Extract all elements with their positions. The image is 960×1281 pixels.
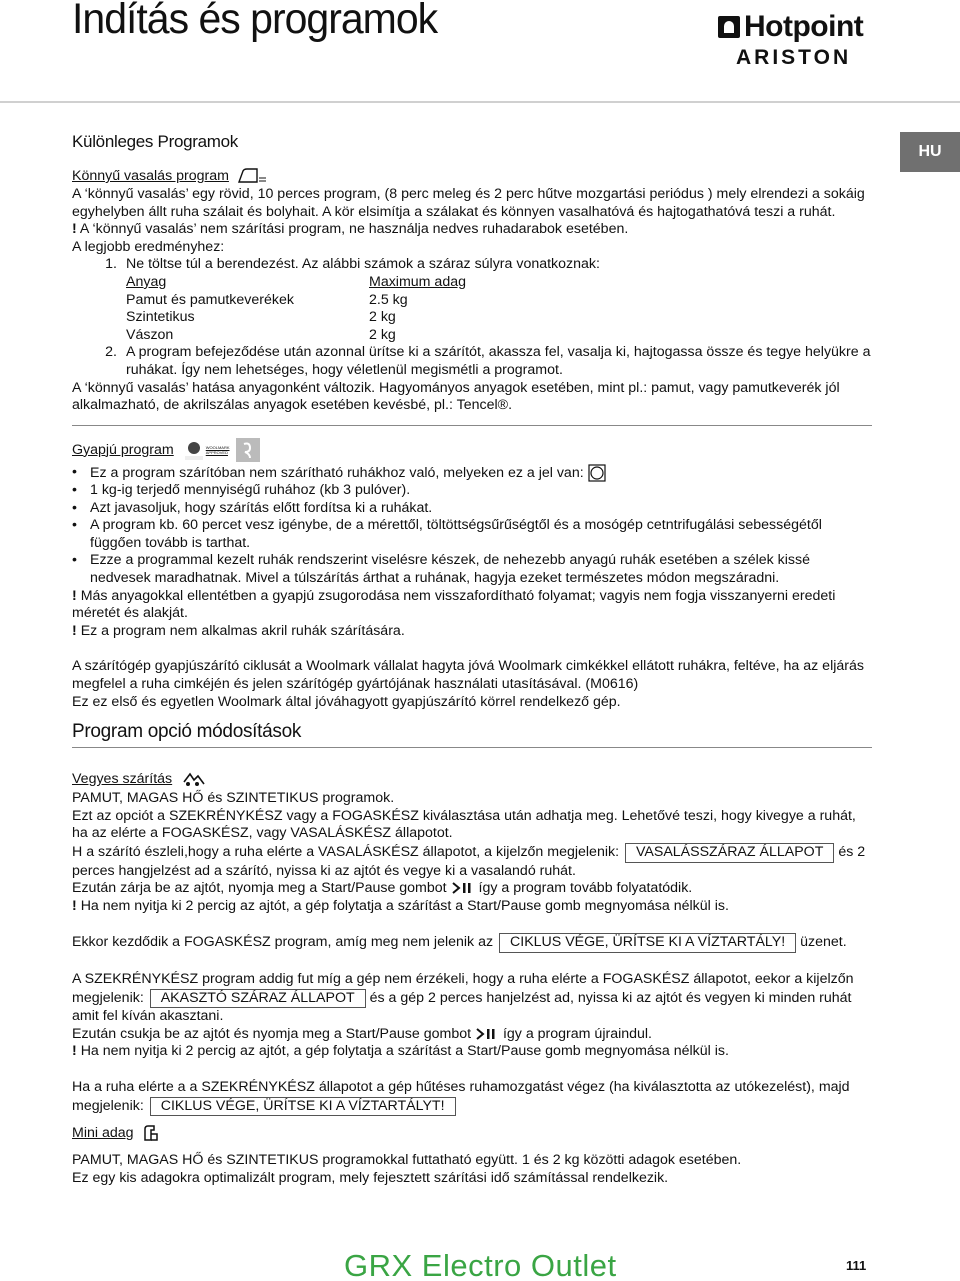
list-item <box>72 464 872 482</box>
table-cell: Vászon <box>126 326 174 343</box>
brand-bottom: ARISTON <box>736 46 852 69</box>
list-number: 1. <box>105 256 117 273</box>
list-text: Ne töltse túl a berendezést. Az alábbi számok a száraz súlyra vonatkoznak: <box>126 256 600 273</box>
cupboard-end <box>72 1079 872 1116</box>
text: Ha a ruha elérte a a SZEKRÉNYKÉSZ állapotot a gép hűtéses ruhamozgatást végez (ha kiválasztotta az utókezelést), majd megjelenik: <box>72 1078 850 1114</box>
easy-iron-intro: A ‘könnyű vasalás’ egy rövid, 10 perces program, (8 perc meleg és 2 perc hűtve mozgartási periódus ) mely elrendezi a sokáig egyhelyben állt ruha szálait és bolyhait. A kör elsimítja a szálakat és könnyen vasalhatóvá és hajtogathatóvá teszi a ruhát. <box>72 186 865 220</box>
brand-logo <box>718 10 883 82</box>
mixed-desc: Ezt az opciót a SZEKRÉNYKÉSZ vagy a FOGASKÉSZ kiválasztása után adhatja meg. Lehetővé teszi, hogy kivegye a ruhát, ha az elérte a FOGASKÉSZ, vagy VASALÁSKÉSZ állapotot. <box>72 807 856 842</box>
best-results-label: A legjobb eredményhez: <box>72 238 225 255</box>
display-message-cycle-end-2: CIKLUS VÉGE, ÜRÍTSE KI A VÍZTARTÁLYT! <box>150 1097 456 1117</box>
spacer <box>72 915 872 933</box>
list-text: Ez a program szárítóban nem szárítható ruhákhoz való, melyeken ez a jel van: <box>90 464 584 481</box>
table-cell: 2 kg <box>369 309 396 326</box>
wool-first-text: Ez ez első és egyetlen Woolmark által jóváhagyott gyapjúszárító körrel rendelkező gép. <box>72 693 621 710</box>
list-item: • A program kb. 60 percet vesz igénybe, de a mérettől, töltöttségsűrűségtől és a mosógép cetntrifugálási sebességétől függően tovább is tarthat. <box>72 517 872 552</box>
mixed-dry-title <box>72 770 872 788</box>
mixed-dry-icon <box>180 770 206 788</box>
warning-text: Ha nem nyitja ki 2 percig az ajtót, a gép folytatja a szárítást a Start/Pause gomb megnyomása nélkül is. <box>80 897 729 914</box>
start-pause-icon <box>475 1027 499 1041</box>
spacer <box>72 1116 872 1124</box>
mixed-iron-dry <box>72 843 872 880</box>
list-item: • Azt javasoljuk, hogy szárítás előtt fordítsa ki a ruhákat. <box>72 500 872 518</box>
warning-mark: ! <box>72 587 77 604</box>
wool-warning <box>72 588 872 623</box>
display-message-iron-dry: VASALÁSSZÁRAZ ÁLLAPOT <box>625 843 834 863</box>
mini-load-icon <box>142 1124 160 1142</box>
text: Ekkor kezdődik a FOGASKÉSZ program, amíg meg nem jelenik az <box>72 934 494 951</box>
display-message-hanger-dry: AKASZTÓ SZÁRAZ ÁLLAPOT <box>150 989 366 1009</box>
spacer <box>72 1061 872 1079</box>
warning-mark: ! <box>72 622 77 639</box>
mini-programs: PAMUT, MAGAS HŐ és SZINTETIKUS programokkal futtatható együtt. 1 és 2 kg közötti adagok esetében. <box>72 1152 742 1169</box>
warning-text: Más anyagokkal ellentétben a gyapjú zsugorodása nem visszafordítható folyamat; vagyis nem fogja visszanyerni eredeti méretét és alakját. <box>72 587 836 622</box>
main-content <box>72 132 872 1187</box>
warning-text: A ‘könnyű vasalás’ nem szárítási program, ne használja nedves ruhadarabok esetében. <box>79 221 629 238</box>
special-programs-heading: Különleges Programok <box>72 132 238 151</box>
mixed-programs: PAMUT, MAGAS HŐ és SZINTETIKUS programok. <box>72 790 395 807</box>
header-divider <box>0 101 960 103</box>
warning-mark: ! <box>72 1043 77 1060</box>
list-number: 2. <box>105 344 117 361</box>
table-cell: Szintetikus <box>126 309 195 326</box>
cupboard-warning <box>72 1043 872 1061</box>
program-options-heading: Program opció módosítások <box>72 721 872 748</box>
table-cell: 2.5 kg <box>369 291 408 308</box>
wool-title-text: Gyapjú program <box>72 441 174 458</box>
no-tumble-dry-icon <box>588 464 606 482</box>
mini-load-title-text: Mini adag <box>72 1125 134 1142</box>
section-divider <box>72 425 872 426</box>
list-item: • Ezze a programmal kezelt ruhák rendszerint viselésre készek, de nehezebb anyagú ruhák esetében a szélek kissé nedvesek maradhatnak. Mivel a túlszárítás árthat a ruhának, hagyja ezeket természetes módon megszáradni. <box>72 552 872 587</box>
table-cell: 2 kg <box>369 326 396 343</box>
warning-mark: ! <box>72 221 77 238</box>
text: H a szárító észleli,hogy a ruha elérte a VASALÁSKÉSZ állapotot, a kijelzőn megjelenik: <box>72 843 620 860</box>
page-title: Indítás és programok <box>72 0 438 43</box>
table-header: Maximum adag <box>369 273 466 290</box>
brand-top: Hotpoint <box>744 10 864 43</box>
woolmark-logo-icon <box>182 438 206 462</box>
spacer <box>72 640 872 658</box>
mixed-warning <box>72 898 872 916</box>
spacer <box>72 953 872 971</box>
text: A SZEKRÉNYKÉSZ program addig fut míg a gép nem érzékeli, hogy a ruha elérte a FOGASKÉSZ állapotot, eekor a kijelzőn megjelenik: <box>72 970 854 1006</box>
wool-approval-text: A szárítógép gyapjúszárító ciklusát a Woolmark vállalat hagyta jóvá Woolmark cimkékkel ellátott ruhákra, feltéve, ha az eljárás megfelel a ruha cimkéjén és jelen szárítógép gyártójának használati utasításával. (M0616) <box>72 658 864 692</box>
table-header: Anyag <box>126 273 167 290</box>
text: így a program újraindul. <box>502 1025 652 1042</box>
spacer <box>72 1144 872 1152</box>
cupboard-restart <box>72 1026 872 1044</box>
load-table <box>72 274 872 344</box>
warning-mark: ! <box>72 897 77 914</box>
display-message-cycle-end: CIKLUS VÉGE, ÜRÍTSE KI A VÍZTARTÁLY! <box>499 933 796 953</box>
wool-program-icon <box>236 438 260 462</box>
wool-title <box>72 438 872 462</box>
cupboard-run <box>72 971 872 1026</box>
mini-desc: Ez egy kis adagokra optimalizált program, mely fejesztett szárítási idő számítással rendelkezik. <box>72 1169 669 1186</box>
easy-iron-warning <box>72 221 872 239</box>
mixed-restart <box>72 880 872 898</box>
hotpoint-logo-icon <box>718 16 740 38</box>
language-tab: HU <box>900 132 960 172</box>
text: Ezután zárja be az ajtót, nyomja meg a Start/Pause gombot <box>72 880 447 897</box>
warning-text: Ha nem nyitja ki 2 percig az ajtót, a gép folytatja a szárítást a Start/Pause gomb megnyomása nélkül is. <box>80 1043 729 1060</box>
hanger-start <box>72 933 872 953</box>
iron-icon <box>237 168 267 184</box>
text: és 2 perces hangjelzést ad a szárító, nyissa ki az ajtót és vegye ki a vasalandó ruhát. <box>72 843 866 879</box>
wool-bullets <box>72 464 872 588</box>
start-pause-icon <box>451 881 475 895</box>
warning-text: Ez a program nem alkalmas akril ruhák szárítására. <box>80 622 405 639</box>
text: így a program tovább folyatatódik. <box>478 880 693 897</box>
easy-iron-title <box>72 168 872 184</box>
text: Ezután csukja be az ajtót és nyomja meg a Start/Pause gombot <box>72 1025 472 1042</box>
easy-iron-title-text: Könnyű vasalás program <box>72 168 229 184</box>
text: üzenet. <box>800 934 847 951</box>
page-number: 111 <box>846 1258 867 1273</box>
list-item: • 1 kg-ig terjedő mennyiségű ruhához (kb 3 pulóver). <box>72 482 872 500</box>
text: és a gép 2 perces hanjelzést ad, nyissa ki az ajtót és vegyen ki minden ruhát amit fel kíván akasztani. <box>72 989 852 1025</box>
list-text: A program befejeződése után azonnal ürítse ki a szárítót, akassza fel, vasalja ki, hajtogassa össze és tegye helyükre a ruhákat. Így nem lehetséges, hogy véletlenül megismétli a programot. <box>126 344 871 378</box>
footer-brand: GRX Electro Outlet <box>344 1248 617 1281</box>
table-cell: Pamut és pamutkeverékek <box>126 291 294 308</box>
woolmark-badge: WOOLMARK APPROVED <box>205 444 230 455</box>
mini-load-title <box>72 1124 872 1142</box>
list-item <box>72 256 872 274</box>
mixed-dry-title-text: Vegyes szárítás <box>72 771 173 788</box>
wool-warning <box>72 623 872 641</box>
list-item <box>72 344 872 379</box>
easy-iron-note: A ‘könnyű vasalás’ hatása anyagonként változik. Hagyományos anyagok esetében, mint pl.: pamut, vagy pamutkeverék jól alkalmazható, de akrilszálas anyagok esetében kevésbé, pl.: Tencel®. <box>72 379 840 414</box>
